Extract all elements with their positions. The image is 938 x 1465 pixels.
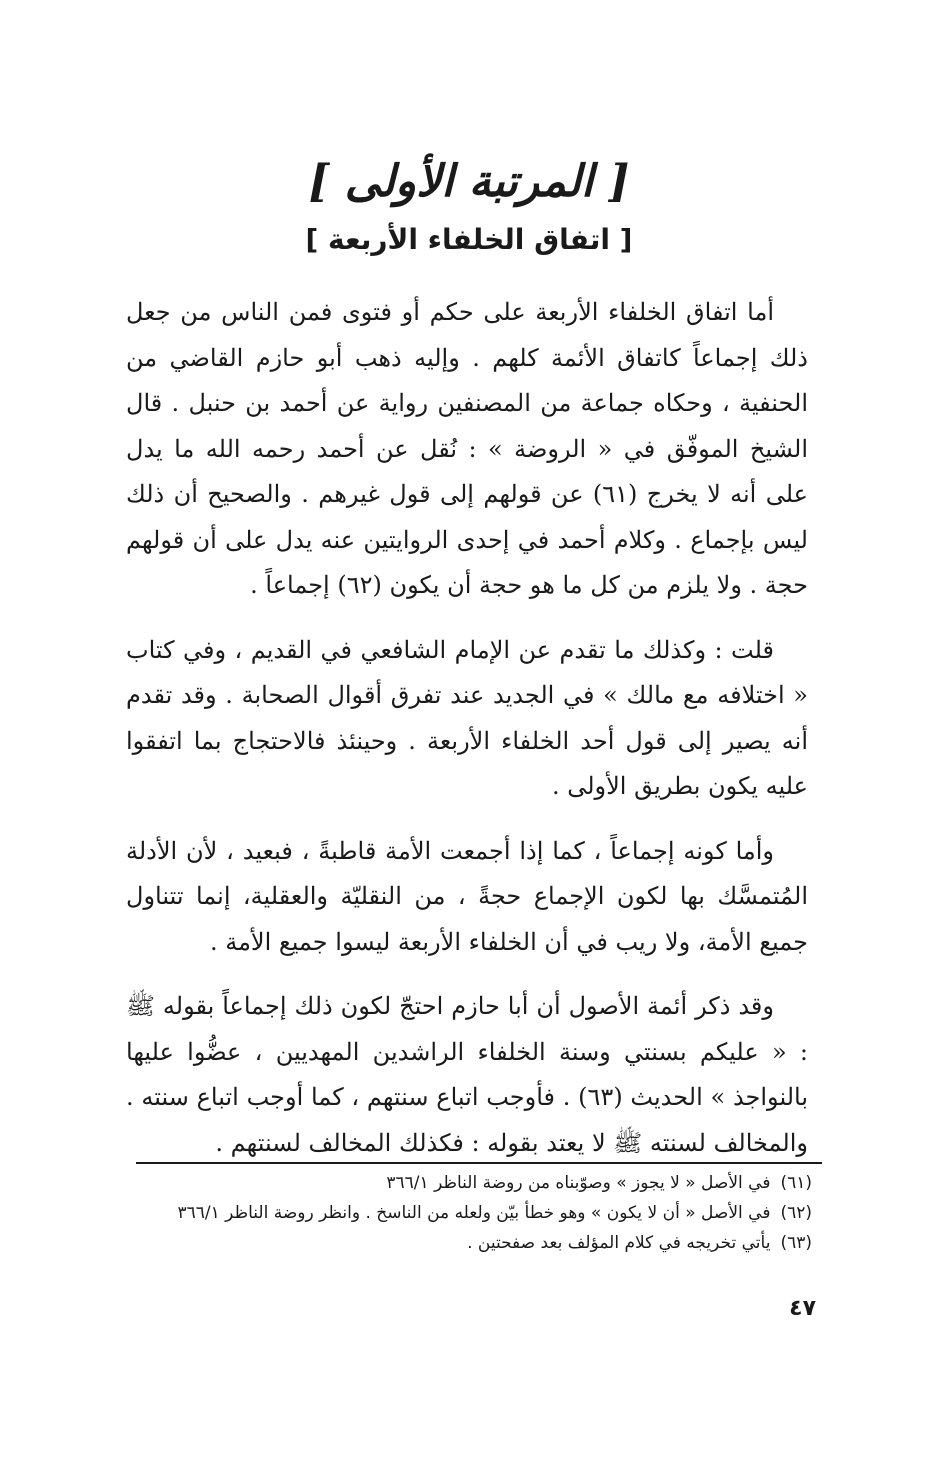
- footnote-number: (٦٣): [780, 1233, 812, 1253]
- paragraph-4: وقد ذكر أئمة الأصول أن أبا حازم احتجّ لكون ذلك إجماعاً بقوله ﷺ : « عليكم بسنتي وسنة الخلفاء الراشدين المهديين ، عضُّوا عليها بالنواجذ » الحديث (٦٣) . فأوجب اتباع سنتهم ، كما أوجب اتباع سنته . والمخالف لسنته ﷺ لا يعتد بقوله : فكذلك المخالف لسنتهم .: [126, 992, 808, 1157]
- section-subtitle: [ اتفاق الخلفاء الأربعة ]: [305, 223, 633, 256]
- paragraph-1: أما اتفاق الخلفاء الأربعة على حكم أو فتوى فمن الناس من جعل ذلك إجماعاً كاتفاق الأئمة كلهم . وإليه ذهب أبو حازم القاضي من الحنفية ، وحكاه جماعة من المصنفين رواية عن أحمد بن حنبل . قال الشيخ الموفّق في « الروضة » : نُقل عن أحمد رحمه الله ما يدل على أنه لا يخرج (٦١) عن قولهم إلى قول غيرهم . والصحيح أن ذلك ليس بإجماع . وكلام أحمد في إحدى الروايتين عنه يدل على أن قولهم حجة . ولا يلزم من كل ما هو حجة أن يكون (٦٢) إجماعاً .: [126, 298, 808, 599]
- footnote-61: [126, 1168, 812, 1198]
- main-text: [126, 290, 808, 1166]
- footnotes: [126, 1168, 812, 1258]
- footnote-divider: [136, 1162, 822, 1164]
- paragraph-2: قلت : وكذلك ما تقدم عن الإمام الشافعي في القديم ، وفي كتاب « اختلافه مع مالك » في الجديد عند تفرق أقوال الصحابة . وقد تقدم أنه يصير إلى قول أحد الخلفاء الأربعة . وحينئذ فالاحتجاج بما اتفقوا عليه يكون بطريق الأولى .: [126, 635, 808, 800]
- footnote-63: [126, 1228, 812, 1258]
- page-number: ٤٧: [789, 1296, 816, 1321]
- footnote-text: في الأصل « أن لا يكون » وهو خطأ بيّن ولعله من الناسخ . وانظر روضة الناظر ٣٦٦/١: [177, 1203, 771, 1223]
- footnote-number: (٦١): [780, 1173, 812, 1193]
- footnote-number: (٦٢): [780, 1203, 812, 1223]
- chapter-title: [ المرتبة الأولى ]: [308, 156, 630, 207]
- footnote-text: يأتي تخريجه في كلام المؤلف بعد صفحتين .: [467, 1233, 771, 1253]
- footnote-text: في الأصل « لا يجوز » وصوّبناه من روضة الناظر ٣٦٦/١: [386, 1173, 771, 1193]
- paragraph-3: وأما كونه إجماعاً ، كما إذا أجمعت الأمة قاطبةً ، فبعيد ، لأن الأدلة المُتمسَّك بها لكون الإجماع حجةً ، من النقليّة والعقلية، إنما تتناول جميع الأمة، ولا ريب في أن الخلفاء الأربعة ليسوا جميع الأمة .: [126, 836, 808, 956]
- footnote-62: [126, 1198, 812, 1228]
